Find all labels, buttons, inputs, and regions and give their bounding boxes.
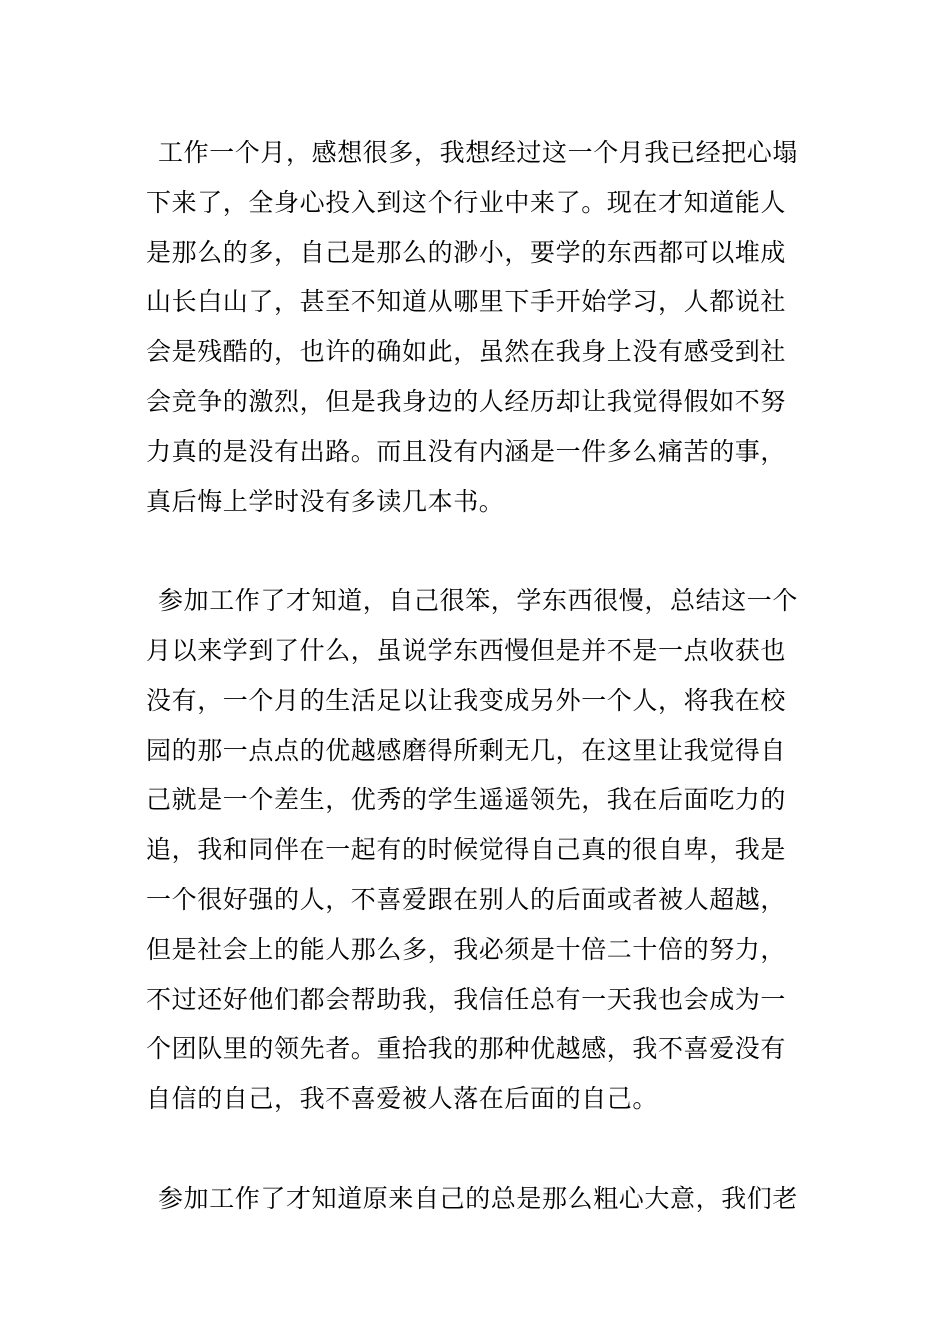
text-line: 参加工作了才知道原来自己的总是那么粗心大意，我们老 — [158, 1183, 799, 1213]
text-line: 山长白山了，甚至不知道从哪里下手开始学习，人都说社 — [146, 287, 787, 317]
text-line: 真后悔上学时没有多读几本书。 — [146, 486, 505, 516]
paragraph-1 — [146, 128, 808, 526]
paragraph-2 — [146, 576, 808, 1124]
text-line: 己就是一个差生，优秀的学生遥遥领先，我在后面吃力的 — [146, 785, 787, 815]
document-body — [146, 128, 808, 1224]
text-line: 但是社会上的能人那么多，我必须是十倍二十倍的努力， — [146, 934, 787, 964]
paragraph-gap — [146, 526, 808, 576]
text-line: 个团队里的领先者。重拾我的那种优越感，我不喜爱没有 — [146, 1034, 787, 1064]
text-line: 工作一个月，感想很多，我想经过这一个月我已经把心塌 — [158, 138, 799, 167]
text-line: 参加工作了才知道，自己很笨，学东西很慢，总结这一个 — [158, 586, 799, 616]
paragraph-3 — [146, 1174, 808, 1224]
text-line: 力真的是没有出路。而且没有内涵是一件多么痛苦的事， — [146, 436, 787, 466]
text-line: 是那么的多，自己是那么的渺小，要学的东西都可以堆成 — [146, 237, 787, 267]
text-line: 会是残酷的，也许的确如此，虽然在我身上没有感受到社 — [146, 337, 787, 367]
text-line: 一个很好强的人，不喜爱跟在别人的后面或者被人超越， — [146, 884, 787, 914]
text-line: 园的那一点点的优越感磨得所剩无几，在这里让我觉得自 — [146, 735, 787, 765]
text-line: 月以来学到了什么，虽说学东西慢但是并不是一点收获也 — [146, 635, 787, 665]
text-line: 不过还好他们都会帮助我，我信任总有一天我也会成为一 — [146, 984, 787, 1014]
text-line: 下来了，全身心投入到这个行业中来了。现在才知道能人 — [146, 187, 787, 217]
paragraph-gap — [146, 1124, 808, 1174]
text-line: 追，我和同伴在一起有的时候觉得自己真的很自卑，我是 — [146, 835, 787, 865]
text-line: 自信的自己，我不喜爱被人落在后面的自己。 — [146, 1084, 659, 1114]
text-line: 会竞争的激烈，但是我身边的人经历却让我觉得假如不努 — [146, 386, 787, 416]
text-line: 没有，一个月的生活足以让我变成另外一个人，将我在校 — [146, 685, 787, 715]
